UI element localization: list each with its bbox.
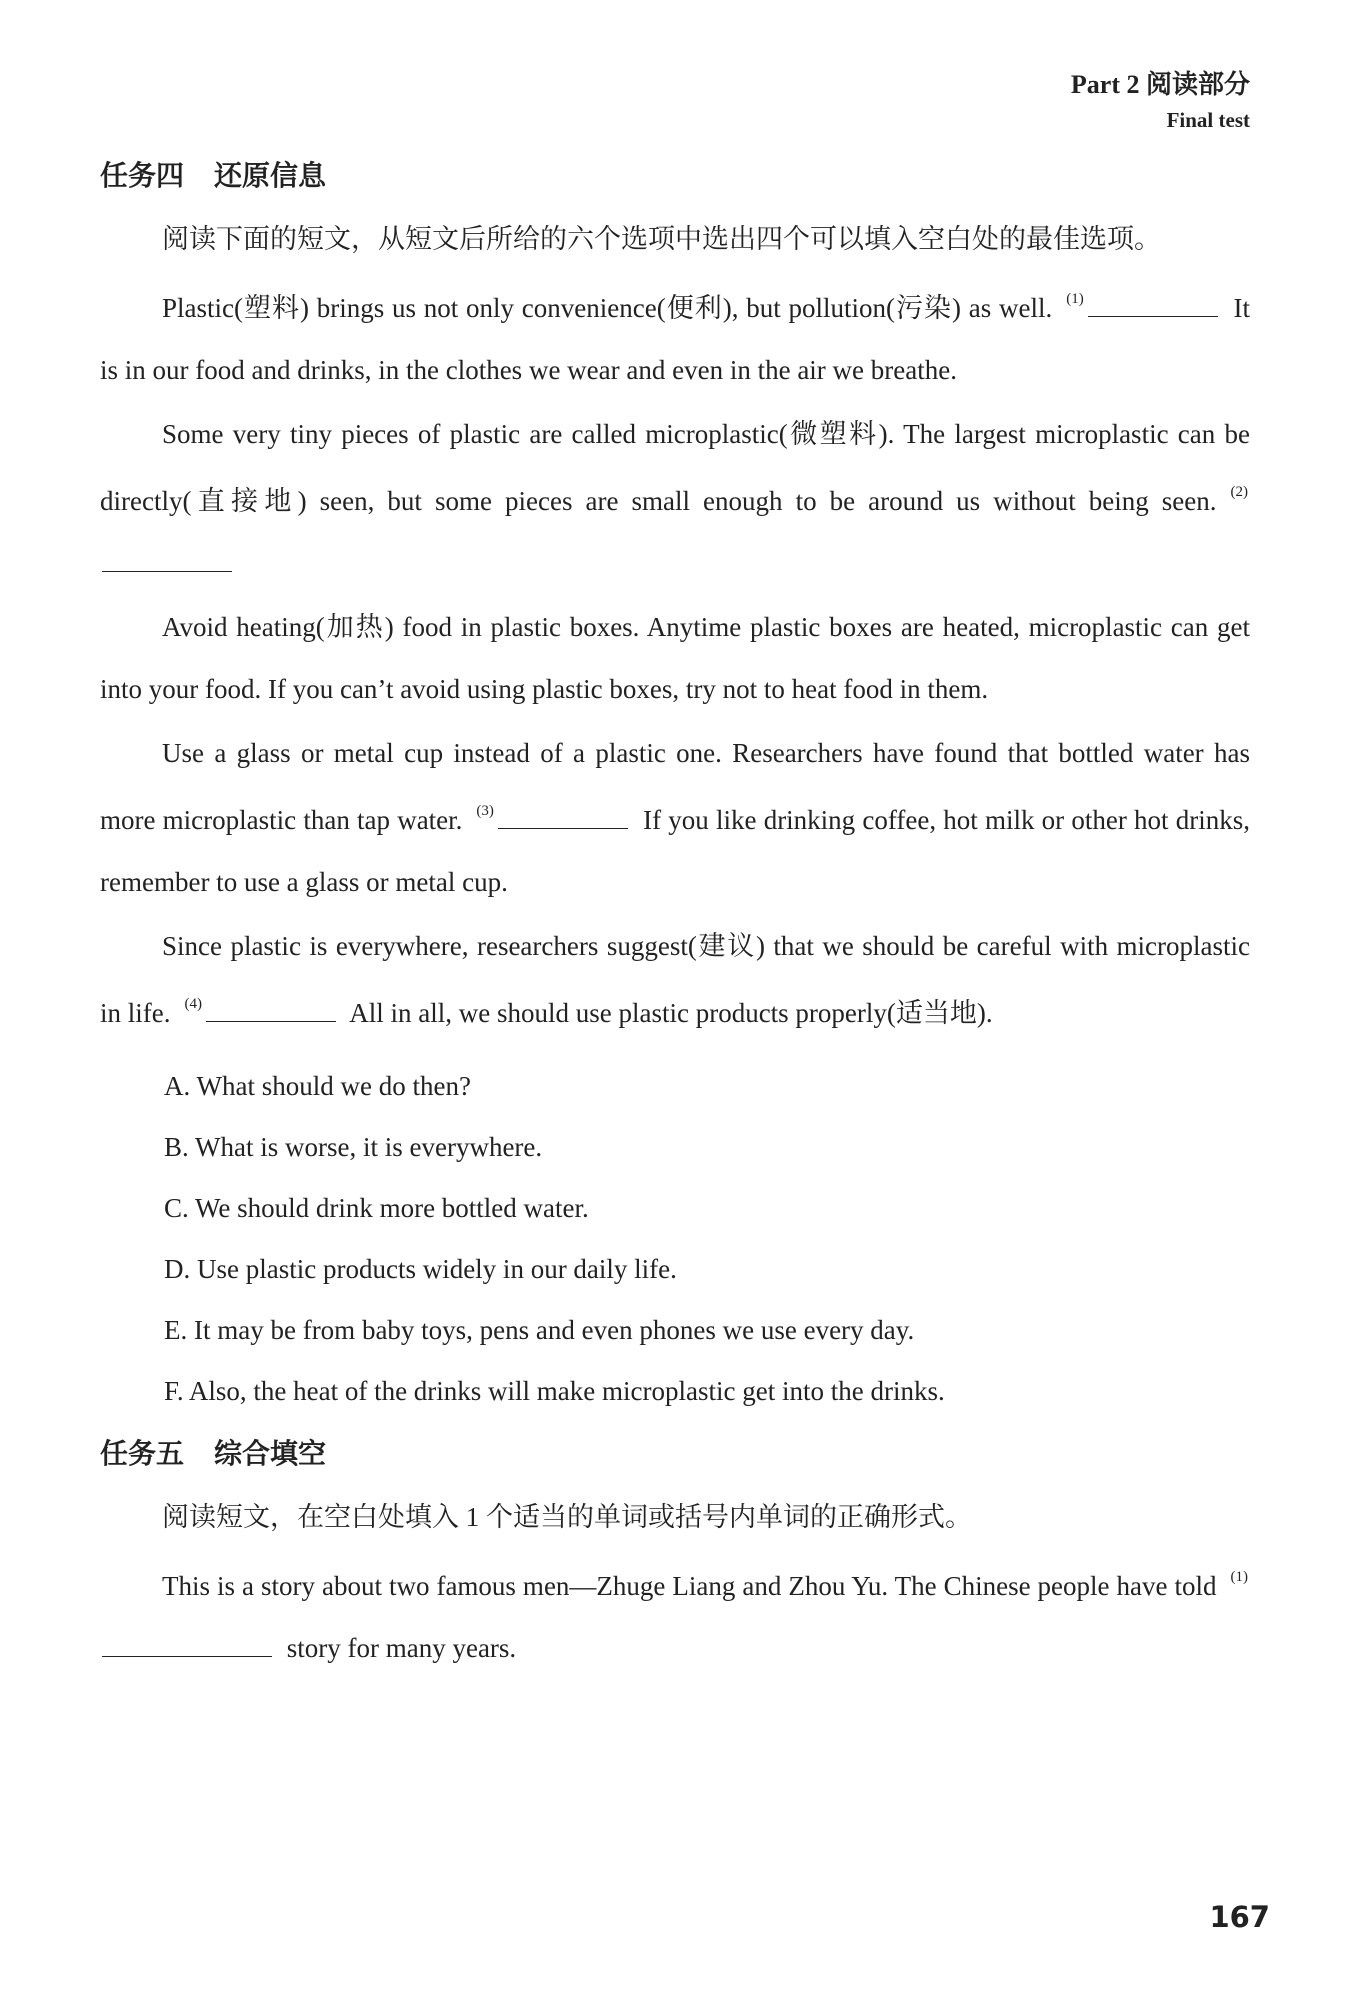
task4-paragraph-5	[100, 915, 1250, 1044]
task5-title: 综合填空	[214, 1437, 327, 1470]
page-content	[100, 150, 1250, 1681]
paragraph-text: If you like drinking coffee, hot milk or other hot drinks, remember to use a glass or metal cup.	[100, 805, 1250, 897]
blank-number-2: (2)	[1230, 484, 1248, 500]
answer-blank-1[interactable]	[1088, 290, 1218, 317]
task4-heading	[100, 154, 1250, 194]
option-d: D. Use plastic products widely in our daily life.	[164, 1254, 677, 1284]
option-e: E. It may be from baby toys, pens and even phones we use every day.	[164, 1315, 915, 1345]
page-number: 167	[1209, 1900, 1270, 1934]
answer-blank-4[interactable]	[206, 995, 336, 1022]
paragraph-text: This is a story about two famous men—Zhuge Liang and Zhou Yu. The Chinese people have told	[162, 1571, 1217, 1601]
paragraph-text: All in all, we should use plastic products properly(适当地).	[349, 998, 993, 1028]
task5-instruction: 阅读短文，在空白处填入 1 个适当的单词或括号内单词的正确形式。	[162, 1502, 972, 1532]
option-f: F. Also, the heat of the drinks will make microplastic get into the drinks.	[164, 1376, 945, 1406]
blank-number-4: (4)	[184, 996, 202, 1012]
answer-blank-2[interactable]	[102, 545, 232, 572]
option-c: C. We should drink more bottled water.	[164, 1193, 589, 1223]
task4-title: 还原信息	[214, 159, 327, 192]
task5-heading	[100, 1432, 1250, 1472]
task4-paragraph-3: Avoid heating(加热) food in plastic boxes. Anytime plastic boxes are heated, microplastic can get into your food. If you can’t avoid using plastic boxes, try not to heat food in them.	[100, 612, 1250, 704]
paragraph-text: Some very tiny pieces of plastic are called microplastic(微塑料). The largest microplastic can be directly(直接地) seen, but some pieces are small enough to be around us without being seen.	[100, 419, 1250, 516]
answer-blank-3[interactable]	[498, 802, 628, 829]
answer-blank-1[interactable]	[102, 1630, 272, 1657]
option-a: A. What should we do then?	[164, 1071, 471, 1101]
task4-instruction: 阅读下面的短文，从短文后所给的六个选项中选出四个可以填入空白处的最佳选项。	[162, 224, 1161, 254]
paragraph-text: story for many years.	[286, 1633, 517, 1663]
header-part-title: Part 2 阅读部分	[1070, 70, 1250, 99]
task4-paragraph-1	[100, 272, 1250, 401]
task5-paragraph-1	[100, 1550, 1250, 1679]
task4-paragraph-4	[100, 722, 1250, 913]
option-b: B. What is worse, it is everywhere.	[164, 1132, 543, 1162]
blank-number-1: (1)	[1066, 291, 1084, 307]
paragraph-text: Use a glass or metal cup instead of a plastic one. Researchers have found that bottled water has more microplastic than tap water.	[100, 738, 1250, 835]
paragraph-text: Since plastic is everywhere, researchers suggest(建议) that we should be careful with microplastic in life.	[100, 931, 1250, 1028]
task4-number: 任务四	[100, 159, 185, 192]
blank-number-1: (1)	[1230, 1569, 1248, 1585]
task4-paragraph-2	[100, 403, 1250, 594]
header-subtitle: Final test	[1166, 108, 1250, 132]
blank-number-3: (3)	[476, 803, 494, 819]
paragraph-text: Plastic(塑料) brings us not only convenience(便利), but pollution(污染) as well.	[162, 293, 1053, 323]
paragraph-text: It is in our food and drinks, in the clothes we wear and even in the air we breathe.	[100, 293, 1251, 385]
task5-number: 任务五	[100, 1437, 185, 1470]
